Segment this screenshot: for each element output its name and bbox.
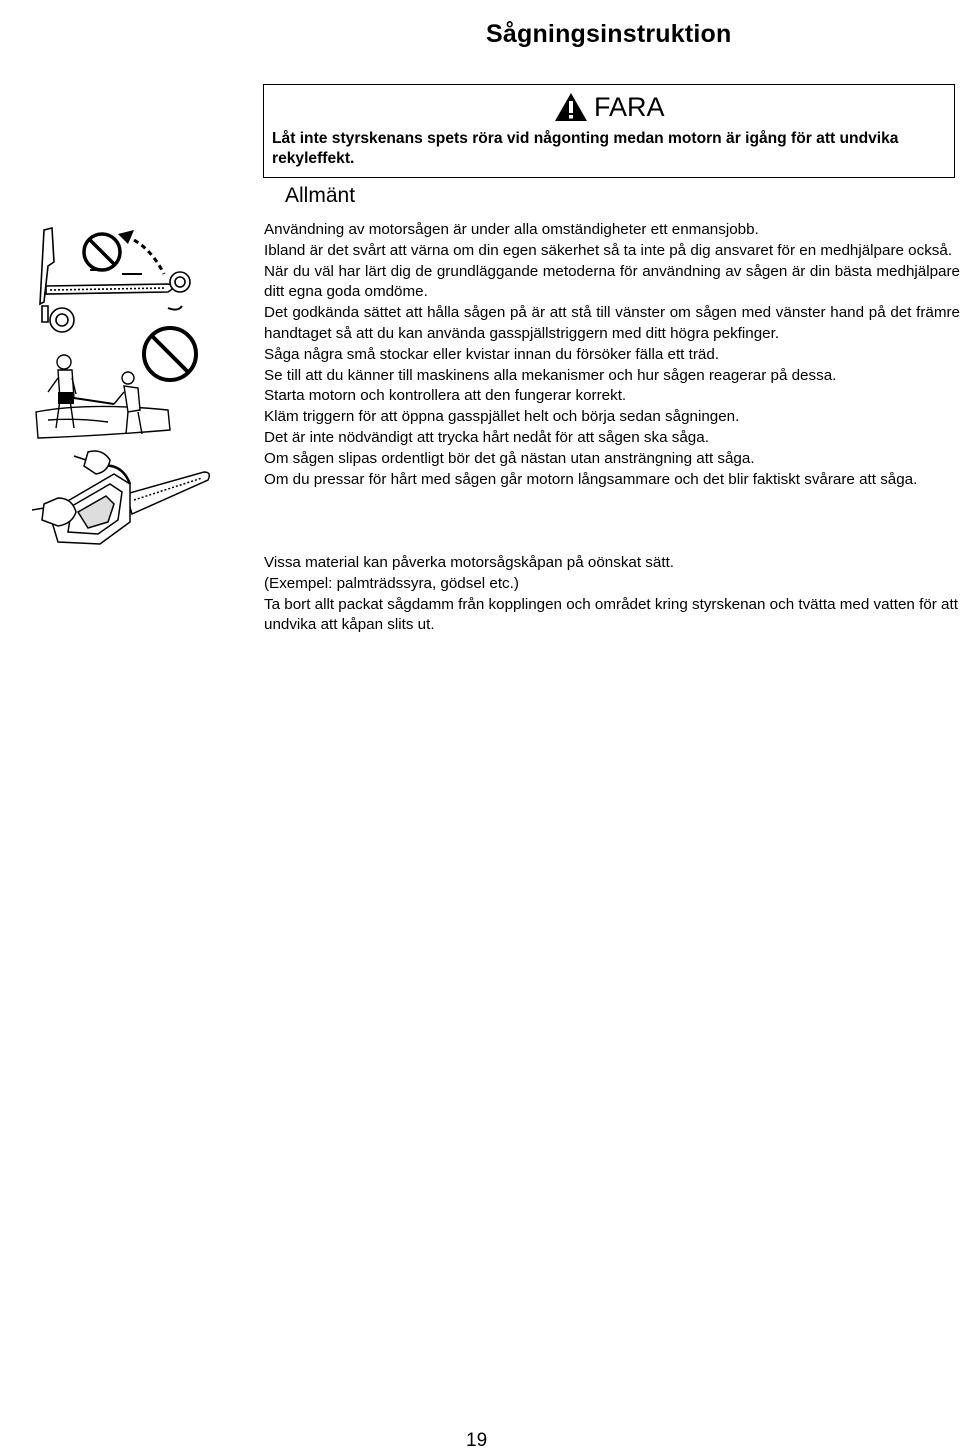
note-line: Ta bort allt packat sågdamm från kopplingen och området kring styrskenan och tvätta med vatten för att undvika att kåpan slits ut.	[264, 595, 958, 634]
paragraph: Kläm triggern för att öppna gasspjället helt och börja sedan sågningen.	[264, 408, 740, 426]
two-person-sawing-prohibited-icon	[36, 328, 196, 438]
paragraph: Starta motorn och kontrollera att den fungerar korrekt.	[264, 387, 627, 405]
note-line: Vissa material kan påverka motorsågskåpan på oönskat sätt.	[264, 554, 675, 571]
warning-triangle-icon	[554, 92, 588, 122]
paragraph: Användning av motorsågen är under alla omständigheter ett enmansjobb.	[264, 221, 759, 238]
paragraph: Se till att du känner till maskinens alla mekanismer och hur sågen reagerar på dessa.	[264, 366, 837, 384]
note-line: (Exempel: palmträdssyra, gödsel etc.)	[264, 574, 519, 592]
warning-header	[554, 89, 665, 125]
chainsaw-correct-grip-icon	[32, 451, 209, 544]
page-number: 19	[466, 1430, 488, 1451]
paragraph: Om du pressar för hårt med sågen går motorn långsammare och det blir faktiskt svårare att såga.	[264, 470, 918, 488]
page-title: Sågningsinstruktion	[486, 20, 732, 48]
paragraph: Det godkända sättet att hålla sågen på är att stå till vänster om sågen med vänster hand på det främre handtaget så att du kan använda gasspjällstriggern med ditt högra pekfinger.	[264, 304, 960, 342]
material-note	[264, 553, 960, 636]
illustrations	[18, 222, 258, 562]
paragraph: Ibland är det svårt att värna om din egen säkerhet så ta inte på dig ansvaret för en medhjälpare också.	[264, 241, 953, 259]
kickback-prohibited-icon	[40, 228, 190, 332]
paragraph: När du väl har lärt dig de grundläggande metoderna för användning av sågen är din bästa medhjälpare ditt egna goda omdöme.	[264, 262, 960, 301]
warning-title: FARA	[594, 91, 665, 122]
section-heading: Allmänt	[285, 184, 356, 207]
paragraph: Om sågen slipas ordentligt bör det gå nästan utan ansträngning att såga.	[264, 449, 755, 467]
paragraph: Såga några små stockar eller kvistar innan du försöker fälla ett träd.	[264, 345, 720, 363]
paragraph: Det är inte nödvändigt att trycka hårt nedåt för att sågen ska såga.	[264, 428, 709, 446]
danger-warning-box	[263, 84, 955, 178]
section-body	[264, 220, 960, 490]
warning-text: Låt inte styrskenans spets röra vid någonting medan motorn är igång för att undvika rekyleffekt.	[272, 130, 899, 167]
